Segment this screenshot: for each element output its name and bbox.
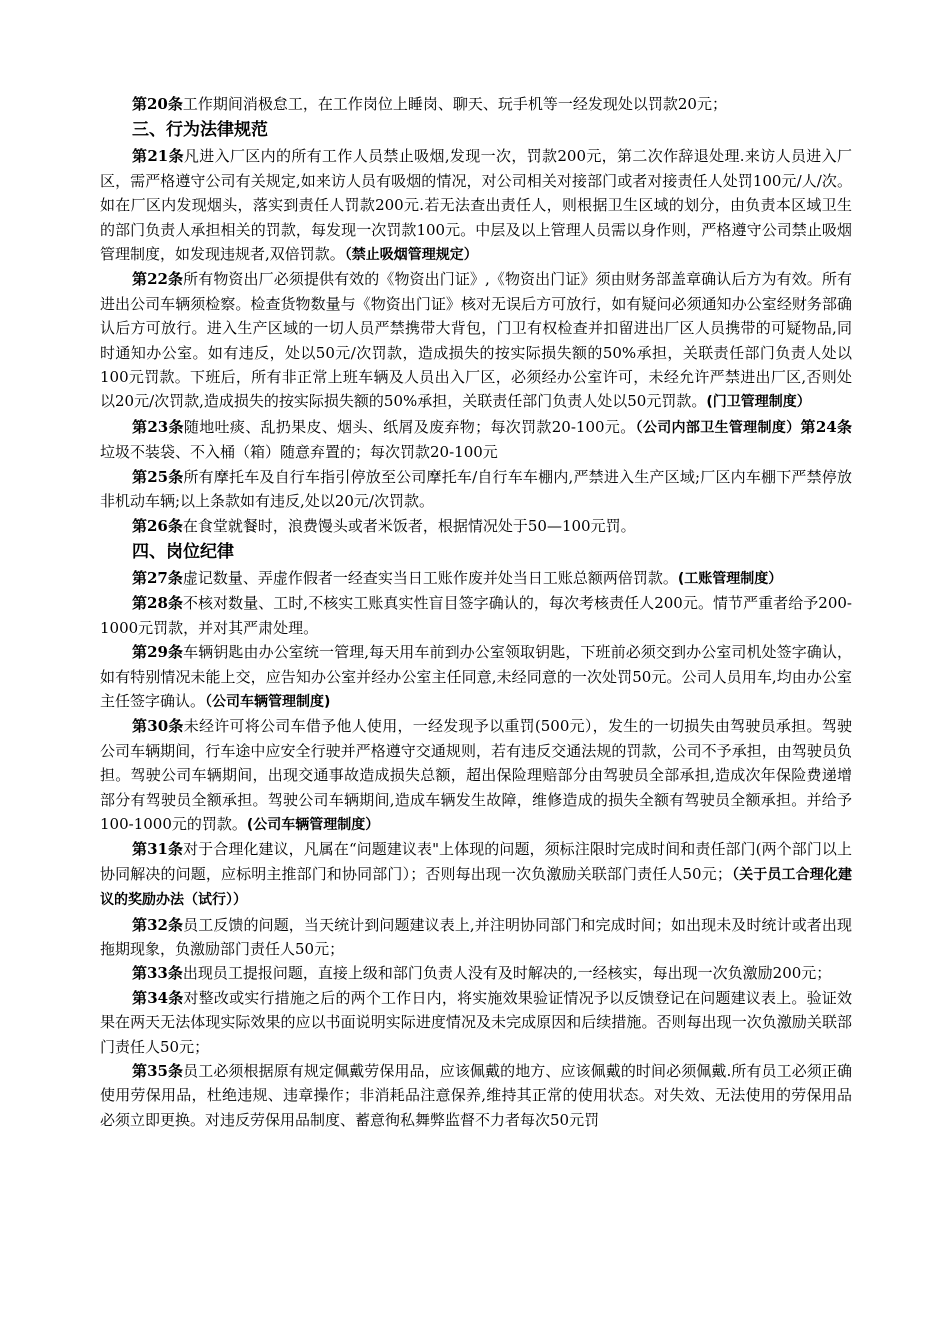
article-number: 第25条 <box>132 467 184 486</box>
article-23-24 <box>100 415 852 465</box>
article-text: 员工反馈的问题，当天统计到问题建议表上,并注明协同部门和完成时间；如出现未及时统计或者出现拖期现象，负激励部门责任人50元； <box>100 915 852 958</box>
article-text: 工作期间消极怠工，在工作岗位上睡岗、聊天、玩手机等一经发现处以罚款20元； <box>182 95 727 113</box>
article-text: 在食堂就餐时，浪费馒头或者米饭者，根据情况处于50—100元罚。 <box>182 516 636 535</box>
article-number: 第29条 <box>132 643 184 662</box>
article-number: 第26条 <box>132 516 183 535</box>
article-33 <box>100 961 852 985</box>
regulation-reference: （公司车辆管理制度) <box>205 693 331 710</box>
regulation-reference: （关于员工合理化建议的奖励办法（试行）） <box>100 866 853 909</box>
regulation-reference: (工账管理制度） <box>677 570 783 587</box>
regulation-reference: （禁止吸烟管理规定） <box>344 247 478 264</box>
article-20 <box>100 92 852 116</box>
article-text: 车辆钥匙由办公室统一管理,每天用车前到办公室领取钥匙，下班前必须交到办公室司机处签字确认，如有特别情况未能上交，应告知办公室并经办公室主任同意,未经同意的一次处罚50元。公司人员用车,均由办公室主任签字确认。 <box>100 643 852 710</box>
article-29 <box>100 640 852 714</box>
article-text: 对整改或实行措施之后的两个工作日内，将实施效果验证情况予以反馈登记在问题建议表上。验证效果在两天无法体现实际效果的应以书面说明实际进度情况及未完成原因和后续措施。否则每出现一次负激励关联部门责任人50元； <box>100 988 852 1056</box>
article-text: 员工必须根据原有规定佩戴劳保用品，应该佩戴的地方、应该佩戴的时间必须佩戴.所有员工必须正确使用劳保用品，杜绝违规、违章操作；非消耗品注意保养,维持其正常的使用状态。对失效、无法使用的劳保用品必须立即更换。对违反劳保用品制度、蓄意徇私舞弊监督不力者每次50元罚 <box>100 1062 852 1129</box>
article-number: 第32条 <box>132 915 184 934</box>
article-28 <box>100 591 852 640</box>
article-text: 不核对数量、工时,不核实工账真实性盲目签字确认的，每次考核责任人200元。情节严重者给予200-1000元罚款，并对其严肃处理。 <box>100 594 852 637</box>
article-26 <box>100 514 852 538</box>
regulation-reference: (公司车辆管理制度） <box>246 816 380 833</box>
article-number: 第23条 <box>132 417 184 436</box>
regulation-reference: （公司内部卫生管理制度） <box>635 419 801 436</box>
article-22 <box>100 267 852 414</box>
document-page <box>100 92 852 1132</box>
article-text: 未经许可将公司车借予他人使用，一经发现予以重罚(500元），发生的一切损失由驾驶员承担。驾驶公司车辆期间，行车途中应安全行驶并严格遵守交通规则，若有违反交通法规的罚款，公司不予承担，由驾驶员负担。驾驶公司车辆期间，出现交通事故造成损失总额，超出保险理赔部分由驾驶员全部承担,造成次年保险费递增部分有驾驶员全额承担。驾驶公司车辆期间,造成车辆发生故障，维修造成的损失全额有驾驶员全额承担。并给予100-1000元的罚款。 <box>100 717 852 833</box>
section-heading-3: 三、行为法律规范 <box>132 120 268 141</box>
article-32 <box>100 913 852 962</box>
article-text: 所有物资出厂必须提供有效的《物资出门证》,《物资出门证》须由财务部盖章确认后方为有效。所有进出公司车辆须检察。检查货物数量与《物资出门证》核对无误后方可放行，如有疑问必须通知办公室经财务部确认后方可放行。进入生产区域的一切人员严禁携带大背包，门卫有权检查并扣留进出厂区人员携带的可疑物品,同时通知办公室。如有违反，处以50元/次罚款，造成损失的按实际损失额的50%承担，关联责任部门负责人处以100元罚款。下班后，所有非正常上班车辆及人员出入厂区，必须经办公室许可，未经允许严禁进出厂区,否则处以20元/次罚款,造成损失的按实际损失额的50%承担，关联责任部门负责人处以50元罚款。 <box>100 270 852 411</box>
article-text: 出现员工提报问题，直接上级和部门负责人没有及时解决的,一经核实，每出现一次负激励200元； <box>182 964 832 983</box>
article-number: 第31条 <box>132 840 184 859</box>
article-21 <box>100 144 852 267</box>
article-text: 凡进入厂区内的所有工作人员禁止吸烟,发现一次，罚款200元，第二次作辞退处理.来访人员进入厂区，需严格遵守公司有关规定,如来访人员有吸烟的情况，对公司相关对接部门或者对接责任人处罚100元/人/次。如在厂区内发现烟头，落实到责任人罚款200元.若无法查出责任人，则根据卫生区域的划分，由负责本区域卫生的部门负责人承担相关的罚款，每发现一次罚款100元。中层及以上管理人员需以身作则，严格遵守公司禁止吸烟管理制度，如发现违规者,双倍罚款。 <box>100 147 853 264</box>
article-text: 垃圾不装袋、不入桶（箱）随意弃置的；每次罚款20-100元 <box>100 443 498 462</box>
article-number: 第20条 <box>132 95 183 113</box>
article-30 <box>100 714 852 837</box>
article-number: 第30条 <box>132 717 184 736</box>
regulation-reference: (门卫管理制度） <box>706 394 811 411</box>
section-heading-4: 四、岗位纪律 <box>132 541 234 562</box>
article-text: 随地吐痰、乱扔果皮、烟头、纸屑及废弃物；每次罚款20-100元。 <box>183 417 636 436</box>
article-text: 对于合理化建议，凡属在“问题建议表"上体现的问题，须标注限时完成时间和责任部门(两个部门以上协同解决的问题，应标明主推部门和协同部门）；否则每出现一次负激励关联部门责任人50元； <box>100 840 852 883</box>
article-number: 第22条 <box>132 270 184 289</box>
article-35 <box>100 1059 852 1132</box>
article-number: 第21条 <box>132 147 184 166</box>
article-number: 第34条 <box>132 988 184 1007</box>
article-text: 虚记数量、弄虚作假者一经查实当日工账作废并处当日工账总额两倍罚款。 <box>182 568 678 587</box>
article-31 <box>100 837 852 912</box>
article-25 <box>100 465 852 514</box>
article-27 <box>100 566 852 591</box>
article-number: 第27条 <box>132 568 183 587</box>
article-number: 第33条 <box>132 964 183 983</box>
article-34 <box>100 986 852 1059</box>
article-number: 第24条 <box>800 417 853 436</box>
article-number: 第28条 <box>132 594 184 613</box>
article-text: 所有摩托车及自行车指引停放至公司摩托车/自行车车棚内,严禁进入生产区域;厂区内车棚下严禁停放非机动车辆;以上条款如有违反,处以20元/次罚款。 <box>100 467 852 511</box>
article-number: 第35条 <box>132 1062 184 1081</box>
